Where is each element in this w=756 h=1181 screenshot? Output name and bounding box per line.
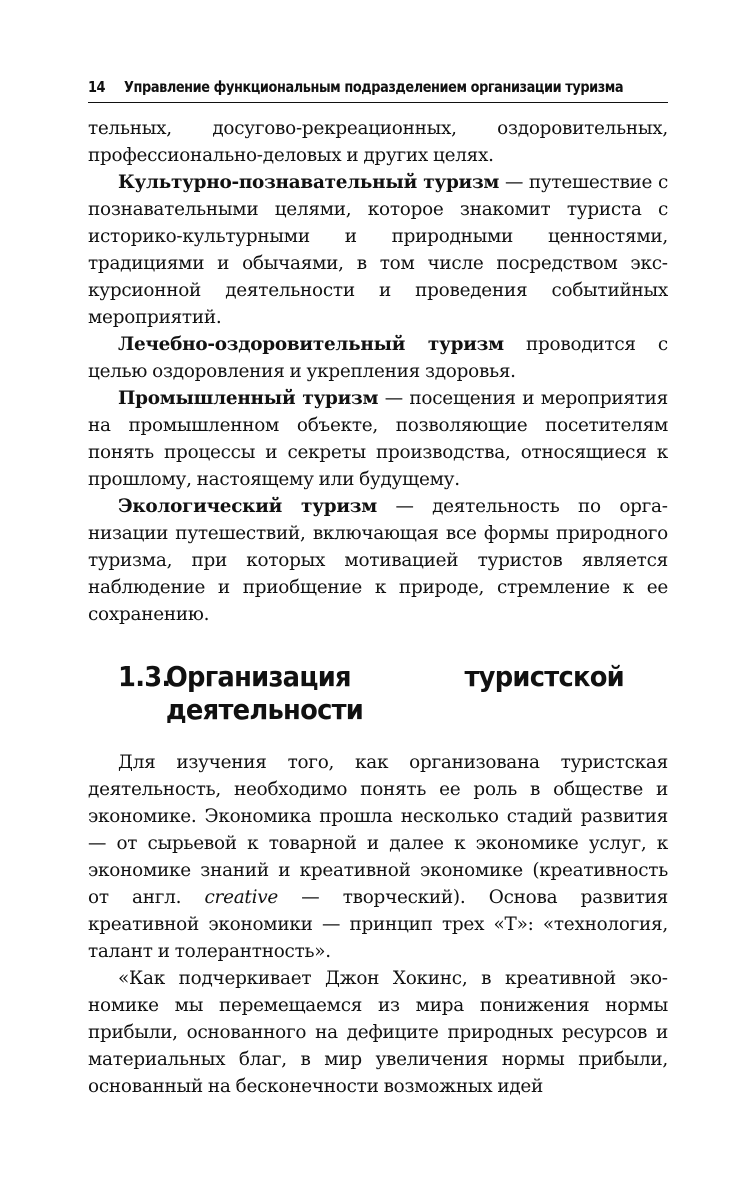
paragraph-text: — путешествие с познавательными целями, которое знакомит туриста с историко-культурными и природными ценностями, традициями и обычаями, в том числе посредством экскурсионной деятельности и проведения событийных мероприятий. — [88, 172, 669, 328]
term-industrial-tourism: Промышленный туризм — [118, 388, 379, 409]
paragraph-creative-economy — [88, 749, 668, 965]
paragraph-continuation — [88, 115, 668, 169]
paragraph-text: «Как подчеркивает Джон Хокинс, в креативной экономике мы перемещаемся из мира понижения нормы прибыли, основанного на дефиците природных ресурсов и материальных благ, в мир увеличения нормы прибыли, основанный на бесконечности возможных идей — [88, 968, 668, 1097]
section-title: Организация туристской деятельности — [165, 660, 624, 726]
paragraph-industrial-tourism — [88, 385, 668, 493]
running-header — [88, 76, 668, 98]
paragraph-text: Для изучения того, как организована туристская деятельность, необходимо понять ее роль в обществе и экономике. Экономика прошла несколько стадий развития — от сырьевой к товарной и далее к экономике услуг, к экономике знаний и креативной экономике (креативность от англ. — [88, 752, 668, 908]
foreign-word: creative — [204, 887, 278, 908]
paragraph-cultural-tourism — [88, 169, 668, 331]
paragraph-hawkins-quote — [88, 965, 668, 1100]
term-health-tourism: Лечебно-оздоровительный туризм — [118, 334, 504, 355]
paragraph-text: тельных, досугово-рекреационных, оздоровительных, профессионально-деловых и других целях. — [88, 118, 668, 166]
body-text — [88, 115, 668, 1100]
paragraph-health-tourism — [88, 331, 668, 385]
paragraph-eco-tourism — [88, 493, 668, 628]
header-rule — [88, 102, 668, 103]
paragraph-text: — деятельность по организации путешествий, включающая все формы природного туризма, при которых мотивацией туристов является наблюдение и приобщение к природе, стремление к ее сохранению. — [88, 496, 668, 625]
paragraph-text: проводится с целью оздоровления и укрепления здоровья. — [88, 334, 668, 382]
term-eco-tourism: Экологический туризм — [118, 496, 377, 517]
page-number: 14 — [88, 78, 106, 96]
section-heading — [118, 660, 624, 726]
section-number: 1.3. — [118, 660, 171, 693]
term-cultural-tourism: Культурно-познавательный туризм — [118, 172, 500, 193]
book-page — [88, 76, 668, 1100]
paragraph-text: — посещения и мероприятия на промышленном объекте, позволяющие посетителям понять процессы и секреты производства, относящиеся к прошлому, настоящему или будущему. — [88, 388, 669, 490]
running-title: Управление функциональным подразделением организации туризма — [124, 78, 624, 96]
paragraph-text: — творческий). Основа развития креативной экономики — принцип трех «Т»: «технология, талант и толерантность». — [88, 887, 668, 962]
